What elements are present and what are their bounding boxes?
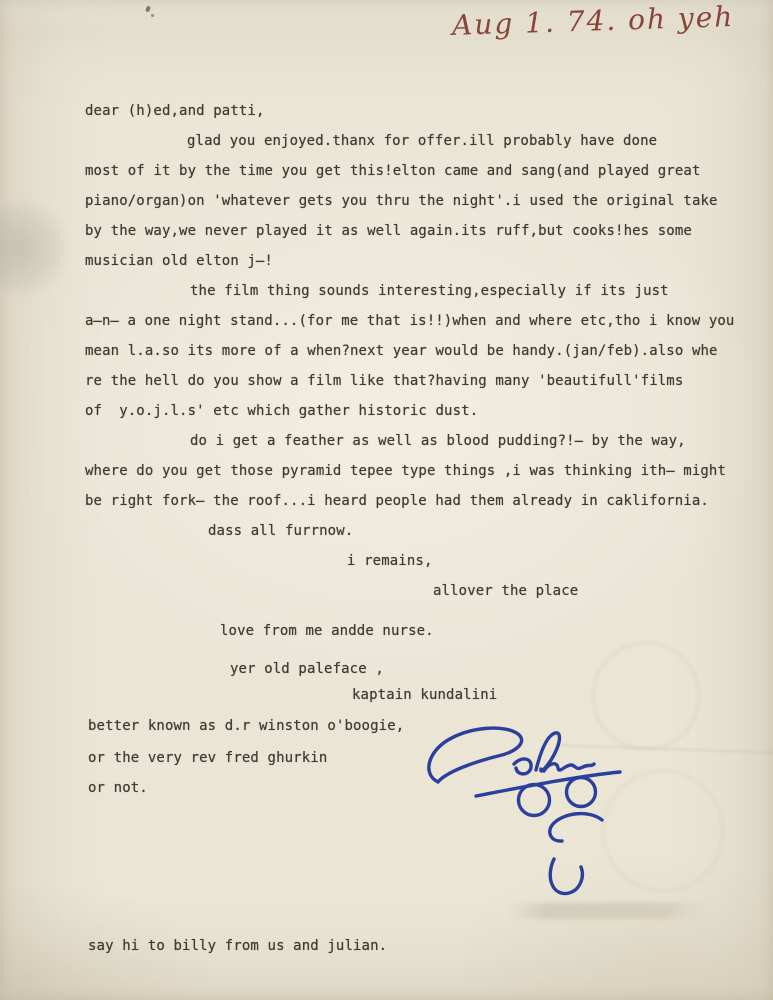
handwritten-date: Aug 1. 74. oh yeh	[451, 0, 735, 42]
letter-line: by the way,we never played it as well again.its ruff,but cooks!hes some	[85, 223, 692, 239]
letter-line: yer old paleface ,	[230, 661, 384, 677]
letter-line: be right fork̶ the roof...i heard people had them already in caklifornia.	[85, 493, 709, 509]
letter-line: love from me andde nurse.	[220, 623, 434, 639]
letter-line: mean l.a.so its more of a when?next year would be handy.(jan/feb).also whe	[85, 343, 718, 359]
letter-line: re the hell do you show a film like that?having many 'beautifull'films	[85, 373, 684, 389]
letter-line: a̶n̶ a one night stand...(for me that is!!)when and where etc,tho i know you	[85, 313, 735, 329]
letter-line: dass all furrnow.	[208, 523, 354, 539]
letter-line: most of it by the time you get this!elton came and sang(and played great	[85, 163, 701, 179]
letter-line: kaptain kundalini	[352, 687, 498, 703]
letter-line: piano/organ)on 'whatever gets you thru the night'.i used the original take	[85, 193, 718, 209]
letter-line: i remains,	[347, 553, 433, 569]
letter-line: do i get a feather as well as blood pudding?!̶ by the way,	[190, 433, 686, 449]
letter-line: the film thing sounds interesting,especially if its just	[190, 283, 669, 299]
letter-line: dear (h)ed,and patti,	[85, 103, 265, 119]
letter-line: or the very rev fred ghurkin	[88, 750, 328, 766]
ink-speck	[151, 14, 154, 17]
letter-line: where do you get those pyramid tepee type things ,i was thinking ith̶ might	[85, 463, 727, 479]
signature-john-scrawl	[429, 728, 594, 782]
john-signature	[418, 716, 648, 916]
letter-line: musician old elton j̶!	[85, 253, 273, 269]
letter-line: allover the place	[433, 583, 579, 599]
nose-stroke	[550, 814, 602, 841]
glasses-right-lens-icon	[567, 778, 596, 807]
letter-line: say hi to billy from us and julian.	[88, 938, 388, 954]
paper-smudge	[0, 200, 68, 296]
letter-line: better known as d.r winston o'boogie,	[88, 718, 405, 734]
letter-line: glad you enjoyed.thanx for offer.ill probably have done	[187, 133, 658, 149]
ink-speck	[145, 5, 151, 12]
glasses-left-lens-icon	[519, 785, 550, 816]
letter-line: or not.	[88, 780, 148, 796]
smile-stroke	[550, 859, 582, 894]
letter-line: of y.o.j.l.s' etc which gather historic dust.	[85, 403, 479, 419]
